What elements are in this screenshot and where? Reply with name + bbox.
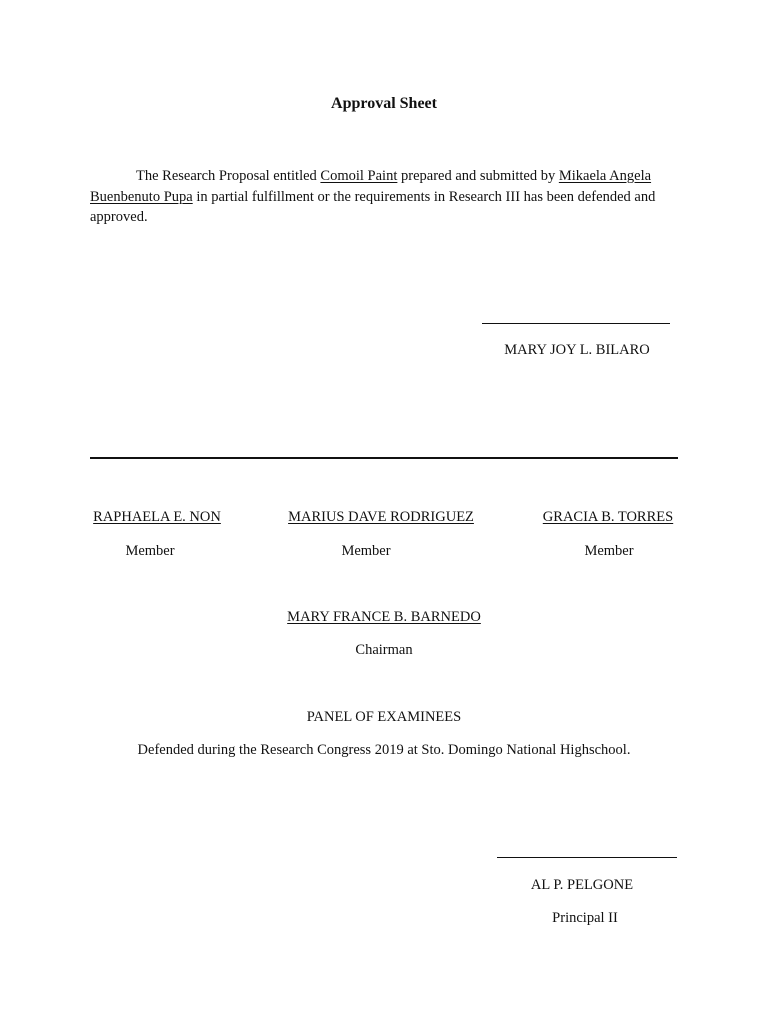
member-name-1: RAPHAELA E. NON [93, 509, 221, 525]
paragraph-text-2: prepared and submitted by [397, 168, 559, 184]
member-name-2: MARIUS DAVE RODRIGUEZ [288, 509, 474, 525]
proposal-title: Comoil Paint [320, 168, 398, 184]
panel-label: PANEL OF EXAMINEES [306, 709, 462, 725]
principal-signature-line [497, 857, 677, 858]
adviser-signature-line [482, 323, 670, 324]
adviser-name: MARY JOY L. BILARO [504, 342, 650, 358]
defended-statement: Defended during the Research Congress 2019 at Sto. Domingo National Highschool. [137, 742, 631, 758]
paragraph-text-1: The Research Proposal entitled [136, 168, 321, 184]
author-name: Mikaela Angela Buenbenuto Pupa [90, 168, 652, 205]
document-title: Approval Sheet [331, 95, 437, 112]
approval-paragraph [90, 166, 680, 228]
principal-name: AL P. PELGONE [530, 877, 634, 893]
section-divider [90, 457, 678, 459]
paragraph-text-3: in partial fulfillment or the requirements in Research III has been defended and approved. [90, 188, 656, 225]
member-role-1: Member [125, 543, 175, 559]
chairman-role: Chairman [355, 642, 413, 658]
principal-title: Principal II [552, 910, 618, 926]
member-role-2: Member [341, 543, 391, 559]
member-name-3: GRACIA B. TORRES [542, 509, 674, 525]
member-role-3: Member [584, 543, 634, 559]
chairman-name: MARY FRANCE B. BARNEDO [287, 609, 481, 625]
